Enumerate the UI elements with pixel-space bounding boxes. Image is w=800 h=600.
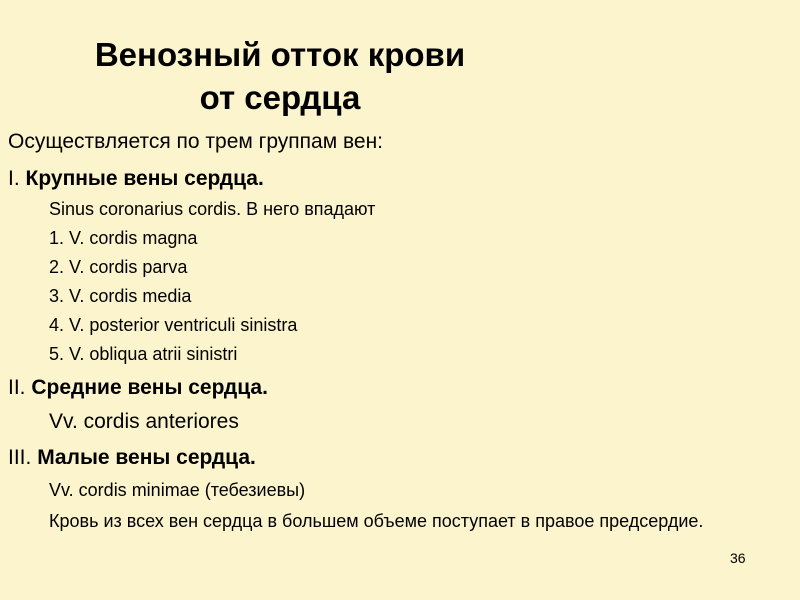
group-2-heading xyxy=(8,376,268,400)
sinus-coronarius-text: Sinus coronarius cordis. В него впадают xyxy=(49,199,376,219)
vein-item-4: 4. V. posterior ventriculi sinistra xyxy=(49,315,298,335)
title-line-1: Венозный отток крови xyxy=(94,36,466,73)
group-3-veins: Vv. cordis minimae (тебезиевы) xyxy=(49,480,306,500)
page-number: 36 xyxy=(730,550,746,566)
vein-item-3: 3. V. cordis media xyxy=(49,286,192,306)
title-line-2: от сердца xyxy=(199,79,361,116)
group-2-veins: Vv. cordis anteriores xyxy=(49,410,239,433)
vein-item-2: 2. V. cordis parva xyxy=(49,257,188,277)
slide-title xyxy=(30,33,530,119)
group-2-numeral: II. xyxy=(8,376,26,399)
group-1-heading xyxy=(8,167,264,191)
group-3-title: Малые вены сердца. xyxy=(37,446,256,469)
group-3-heading xyxy=(8,446,256,470)
vein-item-5: 5. V. obliqua atrii sinistri xyxy=(49,344,238,364)
group-3-numeral: III. xyxy=(8,446,32,469)
vein-item-1: 1. V. cordis magna xyxy=(49,228,198,248)
group-1-numeral: I. xyxy=(8,167,20,190)
group-1-title: Крупные вены сердца. xyxy=(25,167,264,190)
intro-text: Осуществляется по трем группам вен: xyxy=(8,130,384,153)
blood-flow-note: Кровь из всех вен сердца в большем объеме поступает в правое предсердие. xyxy=(49,511,704,531)
group-2-title: Средние вены сердца. xyxy=(31,376,268,399)
